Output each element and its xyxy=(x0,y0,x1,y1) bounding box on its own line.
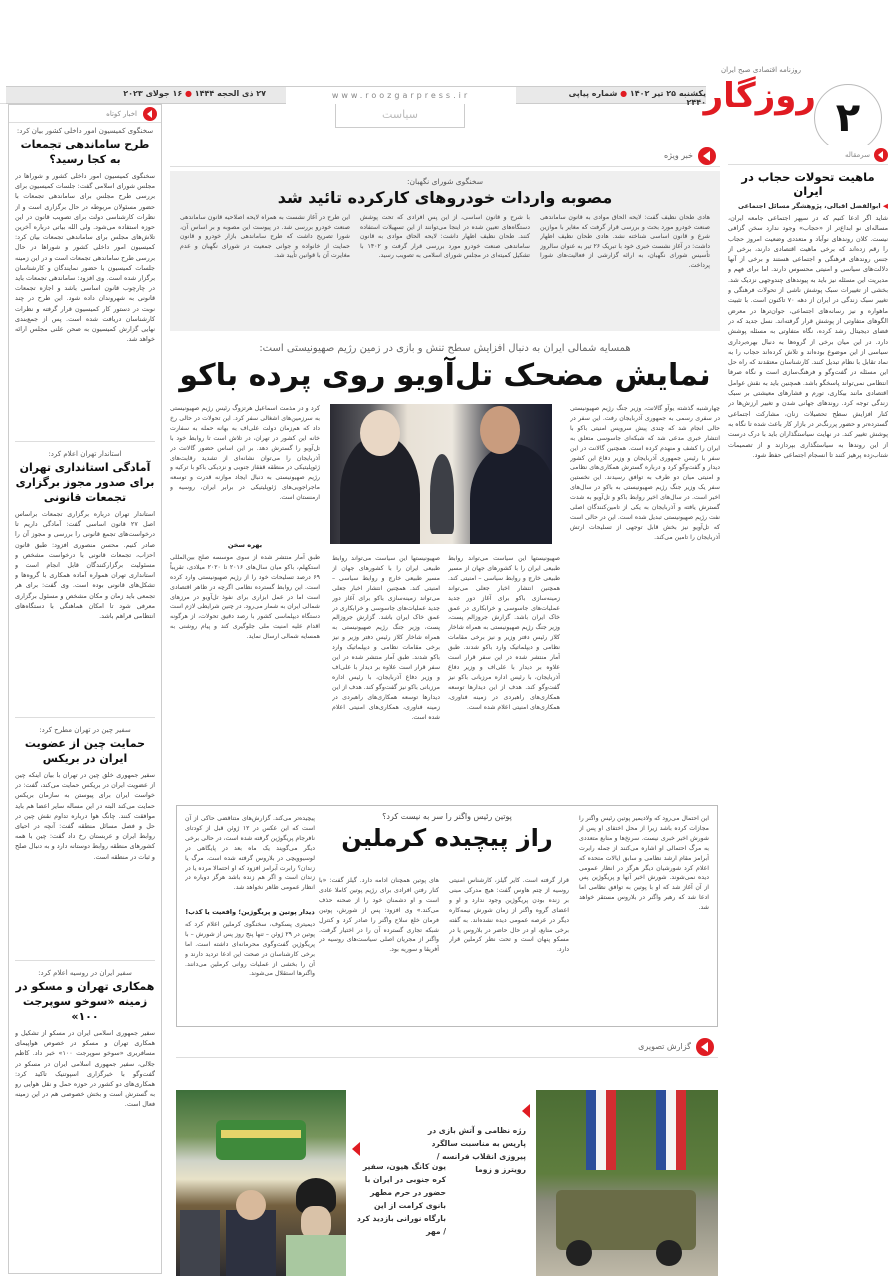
short-news-column xyxy=(8,104,162,1274)
paris-parade-photo xyxy=(536,1090,718,1276)
divider xyxy=(15,960,155,961)
shrine-visit-photo xyxy=(176,1090,346,1276)
kremlin-article-box: پوتین رئیس واگنر را سر به نیست کرد؟ راز پیچیده کرملین این احتمال می‌رود که ولادیمیر پوتین رئیس واگنر را مجازات کرده باشد زیرا از محل اختفای او پس از شورش اخیر خبری نیست. سرنخ‌ها و منابع متعددی به مرگ احتمالی او اشاره می‌کنند از جمله رابرت آبرامز مقام ارشد نظامی و سابق ایالات متحده که اعلام کرد شورشیان دیگر هرگز در انظار عمومی دیده نمی‌شوند. شورش اخیر آنها و پریگوژین پس از آن آغاز شد که او با پوتین به توافق نظامی اما ادعا شد که رهبر واگنر در بلاروس مستقر خواهد شد. قرار گرفته است. کایر گیلز، کارشناس امنیتی روسیه از چتم هاوس گفت: هیچ مدرکی مبنی بر زنده بودن پریگوژین وجود ندارد و او و اعضای گروه واگنر از زمان شورش نیمه‌کاره دیگر در عرصه عمومی دیده نشده‌اند. به گفته برخی منابع، او در حال حاضر در بلاروس یا در مسکو پنهان است و تحت نظر کرملین قرار دارد. های پوتین همچنان ادامه دارد. گیلز گفت: «با کنار رفتن افرادی برای رژیم پوتین کاملا عادی است و او دشمنان خود را از صحنه حذف می‌کند.» وی افزود: پس از شورش، پوتین فرمان خلع سلاح واگنر را صادر کرد و کنترل شبکه تجاری گسترده آن را در اختیار گرفت. واگنر از مجریان اصلی سیاست‌های روسیه در آفریقا و سوریه بود. پیچیده‌تر می‌کند. گزارش‌های متناقضی حاکی از آن است که این عکس در ۱۲ ژوئن قبل از کودتای نافرجام پریگوژین گرفته شده است، در حالی برخی دیگر می‌گویند یک ماه بعد در پایگاهی در لوسیوویچی در بلاروس گرفته شده است. مرگ یا زندان؟ رابرت آبرامز افزود که او احتمالا مرده یا در زندان است و اگر هم زنده باشد هرگز دوباره در انظار عمومی ظاهر نخواهد شد. دیدار پوتین و پریگوژین؛ واقعیت یا کذب! دیمیتری پسکوف، سخنگوی کرملین اعلام کرد که پوتین در ۲۹ ژوئن – تنها پنج روز پس از شورش – با پریگوژین گفت‌وگوی محرمانه‌ای داشته است. اما برخی کارشناسان در صحت این ادعا تردید دارند و آن را بخشی از عملیات روانی کرملین می‌دانند. واگنرها استقلال می‌شوند. xyxy=(176,805,718,1027)
website-url[interactable]: www.roozgarpress.ir xyxy=(286,87,516,104)
issue-info-bar xyxy=(6,86,706,107)
photo-report-header: گزارش تصویری xyxy=(176,1036,718,1058)
kremlin-article-title[interactable]: راز پیچیده کرملین xyxy=(341,824,553,852)
issue-info: یکشنبه ۲۵ تیر ۱۴۰۲ ● شماره پیاپی ۲۴۴۰ xyxy=(568,89,706,107)
article-subhead: دیدار پوتین و پریگوژین؛ واقعیت یا کذب! xyxy=(185,908,315,916)
short-news-title[interactable]: طرح ساماندهی تجمعات به کجا رسید؟ xyxy=(20,138,150,166)
main-article-title[interactable]: نمایش مضحک تل‌آویو روی پرده باکو xyxy=(179,358,711,393)
editorial-column xyxy=(728,145,888,1275)
editorial-author: ◀ ابوالفضل اقبالی، پژوهشگر مسائل اجتماعی xyxy=(738,202,888,210)
short-news-item[interactable]: سخنگوی کمیسیون امور داخلی کشور بیان کرد: طرح ساماندهی تجمعات به کجا رسید؟ سخنگوی کمیسیون امور داخلی کشور و شوراها در مجلس شورای اسلامی گفت: جلسات کمیسیون برای بررسی طرح مجلس برای ساماندهی تجمعات با حضور مسئولان مربوطه در حال برگزاری است و از نظرات کارشناسی دولت برای تصویب قانون در این حوزه استفاده می‌شود. ولی الله بیاتی درباره آخرین تلاش‌های مجلس برای ساماندهی تجمعات بیان کرد: کمیسیون امور داخلی کشور و شوراها در حال بررسی طرح ساماندهی تجمعات است و در این زمینه جلسات کمیسیون با حضور نمایندگان و کارشناسان برگزار شده است. وی افزود: ساماندهی تجمعات باید در چارچوب قانون اساسی باشد و اجازه تجمعات قانونی به شهروندان داده شود. این طرح در چند نوبت در دستور کار کمیسیون قرار گرفته و نظرات کارشناسان دریافت شده است. پس از جمع‌بندی نهایی گزارش کمیسیون به صحن علنی مجلس ارائه خواهد شد. xyxy=(15,127,155,344)
newspaper-logo xyxy=(703,66,816,130)
section-label: سیاست xyxy=(335,104,465,128)
article-subhead: بهره سخن xyxy=(227,541,263,549)
short-news-title[interactable]: آمادگی استانداری تهران برای صدور مجوز برگزاری تجمعات قانونی xyxy=(15,461,155,504)
special-news-box: سخنگوی شورای نگهبان: مصوبه واردات خودروهای کارکرده تائید شد هادی طحان نظیف گفت: لایحه الحاق موادی به قانون ساماندهی صنعت خودرو مورد بحث و بررسی قرار گرفت که مغایر با موازین شرع و قانون اساسی شناخته نشد. هادی طحان نظیف اظهار داشت: در آغاز نشست خبری خود با تبریک ۲۶ تیر به عنوان سالروز تأسیس شورای نگهبان، به ارائه گزارشی از فعالیت‌های شورا پرداخت. با شرح و قانون اساسی، از این پس افرادی که تحت پوشش دستگاه‌های تعیین شده در اینجا می‌توانند از این تسهیلات استفاده کنند. طحان نظیف اظهار داشت: لایحه الحاق موادی به قانون ساماندهی صنعت خودرو مورد بررسی قرار گرفت و ۱۴۰۲ با تشکیل کمیته‌ای در مجلس شورای اسلامی به تصویب رسید. این طرح در آغاز نشست به همراه لایحه اصلاحیه قانون ساماندهی صنعت خودرو بررسی شد. در پیوست این مصوبه و بر اساس آن، شورا تصریح داشت که طرح ساماندهی بازار خودرو و قانون حمایت از خانواده و جوانی جمعیت در شورای نگهبان و عدم مغایرت آن با قوانین تأیید شد. xyxy=(170,171,720,331)
divider xyxy=(15,717,155,718)
short-news-header: اخبار کوتاه xyxy=(9,105,161,123)
main-article-body: چهارشنبه گذشته یوآو گالانت، وزیر جنگ رژیم صهیونیستی در سفری رسمی به جمهوری آذربایجان رفت. این سفر در حالی انجام شد که چندی پیش سرویس امنیتی باکو با انتشار خبری مدعی شد که شبکه‌ای جاسوسی متعلق به ایران را کشف و منهدم کرده است. همچنین گالانت در این سفر با رئیس جمهوری آذربایجان و وزیر دفاع این کشور دیدار و گفت‌وگو کرد و درباره گسترش همکاری‌های نظامی و امنیتی میان دو طرف به توافق رسیدند. این نخستین سفر یک وزیر جنگ رژیم صهیونیستی به باکو در سال‌های اخیر است. در سال‌های اخیر روابط باکو و تل‌آویو به شدت گسترش یافته و آذربایجان به یکی از تامین‌کنندگان اصلی نفت رژیم صهیونیستی تبدیل شده است. این در حالی است که تل‌آویو نیز بخش قابل توجهی از تسلیحات ارتش آذربایجان را تامین می‌کند. صهیونیستها این سیاست می‌تواند روابط طبیعی ایران را با کشورهای جهان از مسیر طبیعی خارج و روابط سیاسی – امنیتی کند. همچنین انتشار اخبار جعلی می‌تواند زمینه‌سازی باکو برای آغاز دور جدید عملیات‌های جاسوسی و خرابکاری در عمق خاک ایران باشد. گزارش جروزالم پست، وزیر جنگ رژیم صهیونیستی به همراه شاخار کلاز رئیس دفتر وزیر و نیز برخی مقامات نظامی و دیپلماتیک وارد باکو شدند. طبق آمار منتشر شده در این سفر قرار است علاوه بر دیدار با علی‌اف و وزیر دفاع آذربایجان، با رئیس اداره مرزبانی باکو نیز گفت‌وگو کند. هدف از این دیدارها توسعه همکاری‌های راهبردی در زمینه فناوری، همکاری‌های امنیتی اعلام شده است. صهیونیستها این سیاست می‌تواند روابط طبیعی ایران را با کشورهای جهان از مسیر طبیعی خارج و روابط سیاسی – امنیتی کند. همچنین انتشار اخبار جعلی می‌تواند زمینه‌سازی باکو برای آغاز دور جدید عملیات‌های جاسوسی و خرابکاری در عمق خاک ایران باشد. گزارش جروزالم پست، وزیر جنگ رژیم صهیونیستی به همراه شاخار کلاز رئیس دفتر وزیر و نیز برخی مقامات نظامی و دیپلماتیک وارد باکو شدند. طبق آمار منتشر شده در این سفر قرار است علاوه بر دیدار با علی‌اف و وزیر دفاع آذربایجان، با رئیس اداره مرزبانی باکو نیز گفت‌وگو کند. هدف از این دیدارها توسعه همکاری‌های راهبردی در زمینه فناوری، همکاری‌های امنیتی اعلام شده است. کرد و در مذمت اسماعیل هرتزوگ رئیس رژیم صهیونیستی به سرزمین‌های اشغالی سفر کرد. این تحولات در حالی رخ داد که هم‌زمان دولت علی‌اف به بهانه حمله به سفارت خانه این کشور در تهران، در تلاش است تا روابط خود با تل‌آویو را گسترش دهد. بر این اساس حضور گالانت در آذربایجان را می‌توان نشانه‌ای از تشدید رقابت‌های ژئوپلیتیکی در منطقه قفقاز جنوبی و نزدیکی باکو با ترکیه و رژیم صهیونیستی به دنبال ایجاد موازنه قدرت و توسعه ماجراجویی‌های ژئوپلیتیکی در برابر ایران، روسیه و ارمنستان است. بهره سخن طبق آمار منتشر شده از سوی موسسه صلح بین‌المللی استکهلم، باکو میان سال‌های ۲۰۱۶ تا ۲۰۲۰ میلادی، تقریباً ۶۹ درصد تسلیحات خود را از رژیم صهیونیستی وارد کرده است. این روابط گسترده نظامی اگرچه در ظاهر اقتصادی است اما در عمل ابزاری برای نفوذ تل‌آویو در مرزهای شمالی ایران به شمار می‌رود. در چنین شرایطی لازم است دستگاه دیپلماسی کشور با رصد دقیق تحولات، از هرگونه اقدام علیه امنیت ملی جلوگیری کند و پیام روشنی به همسایه شمالی ارسال نماید. xyxy=(170,405,720,721)
caption-arrow-icon xyxy=(352,1142,360,1156)
photo-caption: یون کانگ هیون، سفیر کره جنوبی در ایران با حضور در حرم مطهر بانوی کرامت از این بارگاه نورانی بازدید کرد / مهر xyxy=(356,1162,446,1236)
page-number: ۲ xyxy=(814,84,882,152)
center-content xyxy=(170,145,720,774)
section-marker-icon xyxy=(698,147,716,165)
special-news-header: خبر ویژه xyxy=(170,145,720,167)
short-news-title[interactable]: حمایت چین از عضویت ایران در بریکس xyxy=(24,737,146,765)
photo-caption: رژه نظامی و آتش بازی در پاریس به مناسبت سالگرد پیروزی انقلاب فرانسه / رویترز و زوما xyxy=(427,1126,526,1174)
section-marker-icon xyxy=(874,148,888,162)
logo-tagline: روزنامه اقتصادی صبح ایران xyxy=(720,66,802,74)
short-news-item[interactable]: سفیر چین در تهران مطرح کرد: حمایت چین از عضویت ایران در بریکس سفیر جمهوری خلق چین در تهران با بیان اینکه چین از عضویت ایران در بریکس حمایت می‌کند، گفت: در خواست ایران برای پیوستن به سازمان بریکس حمایت می‌کند البته در این مساله سایر اعضا هم باید موافقت کنند. چانگ هوا درباره تداوم نقش چین در حل و فصل مسائل منطقه گفت: آنچه در احیای روابط ایران و عربستان رخ داد گفت: چین با همه کشورهای منطقه روابط دوستانه دارد و به دنبال صلح و ثبات در منطقه است. xyxy=(15,726,155,861)
short-news-item[interactable]: استاندار تهران اعلام کرد: آمادگی استانداری تهران برای صدور مجوز برگزاری تجمعات قانونی استاندار تهران درباره برگزاری تجمعات براساس اصل ۲۷ قانون اساسی گفت: آمادگی داریم تا درخواست‌های تجمع قانونی را بررسی و مجوز آن را صادر کنیم. محسن منصوری افزود: طبق قانون احزاب، تجمعات قانونی با درخواست مشخص و مسئولیت برگزارکنندگان قابل انجام است و استانداری تهران همواره آماده همکاری با گروه‌ها و تشکل‌های قانونی بوده است. وی گفت: برای هر تجمعی باید زمان و مکان مشخص و مسئول برگزاری معرفی شود تا امکان هماهنگی با دستگاه‌های انتظامی فراهم باشد. xyxy=(15,450,155,621)
special-news-title[interactable]: مصوبه واردات خودروهای کارکرده تائید شد xyxy=(277,188,613,207)
caption-arrow-icon xyxy=(522,1104,530,1118)
main-article-photo xyxy=(330,404,552,544)
editorial-header: سرمقاله xyxy=(728,145,888,165)
main-article-kicker: همسایه شمالی ایران به دنبال افزایش سطح تنش و بازی در زمین رژیم صهیونیستی است: xyxy=(259,343,631,354)
section-marker-icon xyxy=(696,1038,714,1056)
photo-report xyxy=(176,1036,718,1276)
issue-date: ۲۷ ذی الحجه ۱۴۴۴ ● ۱۶ جولای ۲۰۲۳ xyxy=(123,89,266,98)
logo-text: روزگار xyxy=(703,76,816,116)
short-news-item[interactable]: سفیر ایران در روسیه اعلام کرد: همکاری تهران و مسکو در زمینه «سوخو سوپرجت ۱۰۰» سفیر جمهوری اسلامی ایران در مسکو از تشکیل و همکاری تهران و مسکو در خصوص هواپیمای مسافربری «سوخو سوپرجت ۱۰۰» خبر داد. کاظم جلالی، سفیر جمهوری اسلامی ایران در مسکو در گفت‌وگو با خبرگزاری اسپوتنیک تاکید کرد: همکاری‌های دو کشور در حوزه حمل و نقل هوایی رو به گسترش است و بخش خصوصی هم در این زمینه فعال است. xyxy=(15,969,155,1109)
editorial-body: شاید اگر ادعا کنیم که در سپهر اجتماعی جامعه ایران، مساله‌ای نو ابداع‌تر از «حجاب» وجود ندارد سخن گزافی نیست. کلان روندهای نوآباد و متعددی وضعیت امروز حجاب را رقم زده‌اند که برخی ماهیت اقتصادی دارند، برخی از جنس روندهای فرهنگی و اجتماعی هستند و برخی از آنها دلالت‌های سیاسی و امنیتی محسوس دارند. اما برای فهم و مدیریت این مسئله نیز باید به پیوندهای چندوجهی نزدیک شد. بخشی از تغییرات سبک پوشش ناشی از تحولات فرهنگی و تغییر سبک زندگی در ایران از دهه ۷۰ تاکنون است. با تثبیت ماهواره و نیز رسانه‌های اجتماعی، جوان‌ترها در معرض الگوهای متفاوتی از پوشش قرار گرفته‌اند. نسل جدید که در فضای دیجیتال رشد کرده، نگاه متفاوتی به مسئله پوشش دارد. در این میان برخی از گروه‌ها به دنبال بهره‌برداری سیاسی از این موضوع بوده‌اند و تلاش کرده‌اند حجاب را به نماد تقابل با نظام تبدیل کنند. کارشناسان معتقدند که راه حل این مسئله در گفت‌وگو و فرهنگ‌سازی است و نگاه صرفا انتظامی نمی‌تواند پاسخگو باشد. همچنین باید به نقش عوامل اقتصادی مانند بیکاری، تورم و فشارهای معیشتی بر سبک زندگی توجه کرد. روندهای جهانی شدن و تغییر ارزش‌ها در کنار افزایش سطح تحصیلات زنان، مشارکت اجتماعی گسترده‌تر و حضور پررنگ‌تر در بازار کار باعث شده تا نگاه به پوشش تغییر کند. در نهایت سیاستگذاران باید با درک درست از این روندها به سیاستگذاری بپردازند و از تصمیمات شتاب‌زده پرهیز کنند تا انسجام اجتماعی حفظ شود. xyxy=(728,214,888,459)
editorial-title[interactable]: ماهیت تحولات حجاب در ایران xyxy=(741,170,875,198)
short-news-title[interactable]: همکاری تهران و مسکو در زمینه «سوخو سوپرجت ۱۰۰» xyxy=(15,980,155,1023)
divider xyxy=(15,441,155,442)
section-marker-icon xyxy=(143,107,157,121)
